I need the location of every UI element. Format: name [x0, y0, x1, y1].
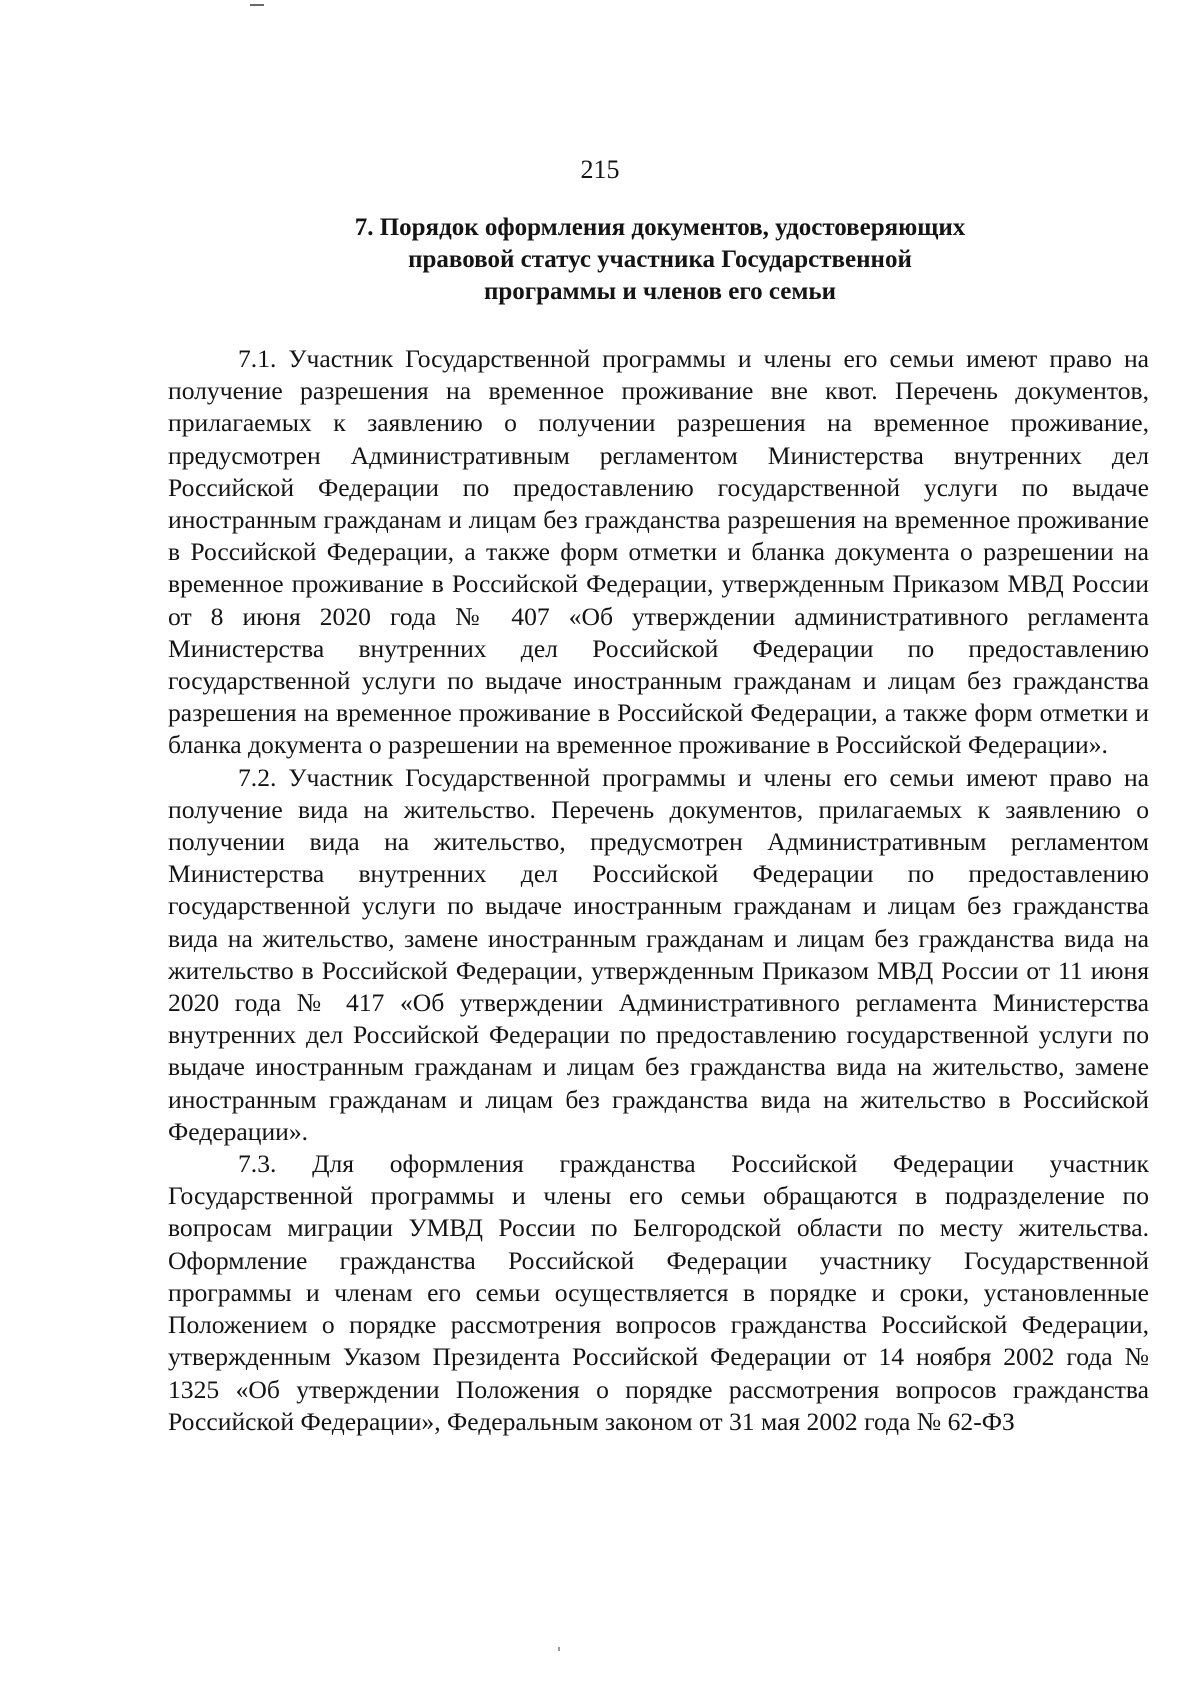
paragraph-7-3: 7.3. Для оформления гражданства Российской Федерации участник Государственной программы и члены его семьи обращаются в подразделение по вопросам миграции УМВД России по Белгородской области по месту жительства. Оформление гражданства Российской Федерации участнику Государственной программы и членам его семьи осуществляется в порядке и сроки, установленные Положением о порядке рассмотрения вопросов гражданства Российской Федерации, утвержденным Указом Президента Российской Федерации от 14 ноября 2002 года № 1325 «Об утверждении Положения о порядке рассмотрения вопросов гражданства Российской Федерации», Федеральным законом от 31 мая 2002 года № 62-ФЗ [168, 1149, 1149, 1436]
page-number: 215 [580, 155, 620, 184]
scan-artifact-mark [250, 4, 264, 6]
section-title-line: программы и членов его семьи [483, 278, 837, 305]
section-title [260, 212, 1060, 308]
section-title-line: 7. Порядок оформления документов, удостоверяющих [354, 214, 966, 241]
paragraph-7-2: 7.2. Участник Государственной программы и члены его семьи имеют право на получение вида на жительство. Перечень документов, прилагаемых к заявлению о получении вида на жительство, предусмотрен Административным регламентом Министерства внутренних дел Российской Федерации по предоставлению государственной услуги по выдаче иностранным гражданам и лицам без гражданства вида на жительство, замене иностранным гражданам и лицам без гражданства вида на жительство в Российской Федерации, утвержденным Приказом МВД России от 11 июня 2020 года № 417 «Об утверждении Административного регламента Министерства внутренних дел Российской Федерации по предоставлению государственной услуги по выдаче иностранным гражданам и лицам без гражданства вида на жительство, замене иностранным гражданам и лицам без гражданства вида на жительство в Российской Федерации». [168, 762, 1149, 1146]
section-title-line: правовой статус участника Государственной [408, 246, 912, 273]
paragraph-7-1: 7.1. Участник Государственной программы и члены его семьи имеют право на получение разрешения на временное проживание вне квот. Перечень документов, прилагаемых к заявлению о получении разрешения на временное проживание, предусмотрен Административным регламентом Министерства внутренних дел Российской Федерации по предоставлению государственной услуги по выдаче иностранным гражданам и лицам без гражданства разрешения на временное проживание в Российской Федерации, а также форм отметки и бланка документа о разрешении на временное проживание в Российской Федерации, утвержденным Приказом МВД России от 8 июня 2020 года № 407 «Об утверждении административного регламента Министерства внутренних дел Российской Федерации по предоставлению государственной услуги по выдаче иностранным гражданам и лицам без гражданства разрешения на временное проживание в Российской Федерации, а также форм отметки и бланка документа о разрешении на временное проживание в Российской Федерации». [168, 344, 1149, 760]
scan-artifact-dot [558, 1647, 560, 1651]
body-text [168, 343, 1149, 1438]
